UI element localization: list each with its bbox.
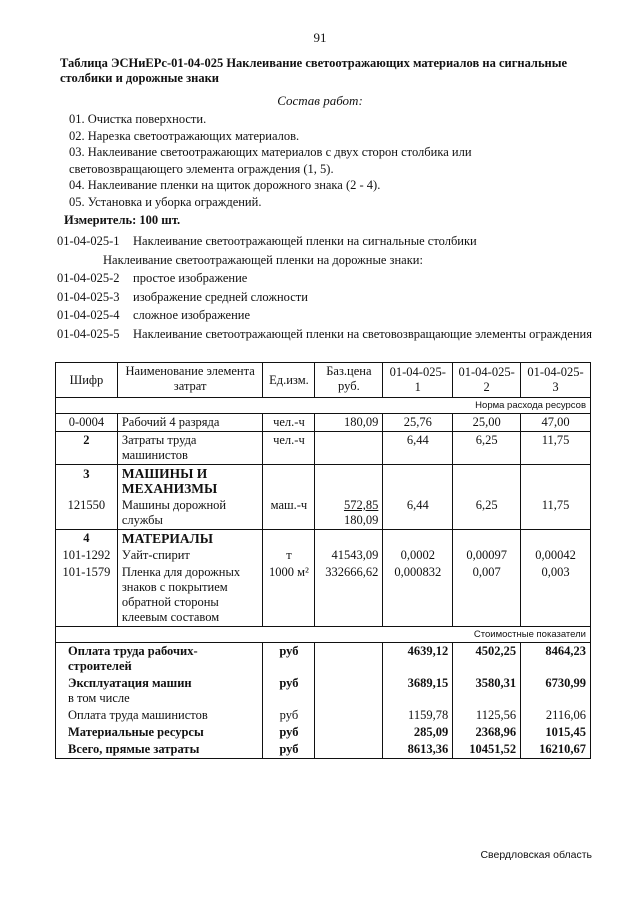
table-cell: в том числе [68, 691, 130, 705]
composition-heading: Состав работ: [277, 93, 363, 108]
table-cell [315, 707, 383, 724]
table-cell: 4639,12 [383, 643, 453, 676]
code-row [57, 232, 617, 251]
footer-region: Свердловская область [480, 849, 592, 861]
code-text: сложное изображение [133, 308, 251, 322]
table-cell: 4 [56, 530, 118, 548]
code: 01-04-025-4 [57, 308, 120, 322]
code-text: Наклеивание светоотражающей пленки на световозвращающие элементы ограждения [133, 326, 592, 341]
table-cell: 11,75 [521, 497, 591, 530]
cost-row [56, 724, 591, 741]
table-cell: 6730,99 [521, 675, 591, 707]
table-cell [315, 465, 383, 498]
table-cell [56, 398, 591, 414]
code-row [57, 269, 617, 288]
table-cell: 1015,45 [521, 724, 591, 741]
work-item: 05. Установка и уборка ограждений. [69, 194, 262, 209]
header-cell: Шифр [56, 363, 118, 398]
table-row [56, 547, 591, 564]
table-cell: Уайт-спирит [117, 547, 263, 564]
table-cell [521, 530, 591, 548]
table-cell: Материальные ресурсы [56, 724, 263, 741]
table-cell [315, 432, 383, 465]
table-cell [315, 643, 383, 676]
table-cell: Машины дорожной службы [117, 497, 263, 530]
table-cell: 2 [56, 432, 118, 465]
header-cell: 01-04-025-1 [383, 363, 453, 398]
table-row [56, 530, 591, 548]
table-cell: руб [263, 675, 315, 707]
table-cell: чел.-ч [263, 414, 315, 432]
table-cell: 10451,52 [453, 741, 521, 759]
work-item: 04. Наклеивание пленки на щиток дорожного знака (2 - 4). [69, 178, 381, 192]
table-title: Таблица ЭСНиЕРс-01-04-025 Наклеивание светоотражающих материалов на сигнальные столбики и дорожные знаки [60, 56, 568, 85]
table-row [56, 564, 591, 627]
table-cell: 572,85 [343, 498, 379, 512]
cost-label: Стоимостные показатели [473, 629, 586, 640]
table-cell: 6,25 [453, 432, 521, 465]
table-cell: 25,00 [453, 414, 521, 432]
code-row [57, 306, 617, 325]
table-cell: т [263, 547, 315, 564]
table-row [56, 414, 591, 432]
table-cell: 6,44 [383, 432, 453, 465]
header-cell: Наименование элемента затрат [117, 363, 263, 398]
cost-row [56, 741, 591, 759]
code: 01-04-025-2 [57, 271, 120, 285]
table-cell: 0,000832 [383, 564, 453, 627]
table-cell: 180,09 [315, 414, 383, 432]
table-cell: 0,003 [521, 564, 591, 627]
table-cell [315, 675, 383, 707]
table-cell: Всего, прямые затраты [56, 741, 263, 759]
table-row [56, 432, 591, 465]
header-cell: 01-04-025-2 [453, 363, 521, 398]
table-cell: Рабочий 4 разряда [117, 414, 263, 432]
table-row [56, 465, 591, 498]
header-cell: Баз.цена руб. [315, 363, 383, 398]
page-number: 91 [313, 30, 327, 45]
table-cell: руб [263, 707, 315, 724]
table-cell: Затраты труда машинистов [117, 432, 263, 465]
code-text: простое изображение [133, 271, 248, 285]
cost-label-row [56, 627, 591, 643]
table-cell: 121550 [56, 497, 118, 530]
table-cell: 16210,67 [521, 741, 591, 759]
table-cell: 332666,62 [315, 564, 383, 627]
table-cell: 180,09 [343, 513, 379, 527]
table-cell: 0-0004 [56, 414, 118, 432]
table-cell [315, 741, 383, 759]
table-header-row [56, 363, 591, 398]
table-cell: руб [263, 724, 315, 741]
table-cell: МАШИНЫ И МЕХАНИЗМЫ [117, 465, 263, 498]
table-cell [315, 497, 383, 530]
table-cell: 4502,25 [453, 643, 521, 676]
table-cell [56, 627, 591, 643]
code-row [57, 327, 617, 342]
table-cell: 101-1292 [56, 547, 118, 564]
table-cell: 8613,36 [383, 741, 453, 759]
table-cell: руб [263, 741, 315, 759]
code-text: Наклеивание светоотражающей пленки на сигнальные столбики [133, 234, 477, 248]
table-cell: 1125,56 [453, 707, 521, 724]
table-cell: 6,44 [383, 497, 453, 530]
table-cell [315, 724, 383, 741]
table-cell: 2116,06 [521, 707, 591, 724]
header-cell: Ед.изм. [263, 363, 315, 398]
table-cell: 0,00042 [521, 547, 591, 564]
code: 01-04-025-1 [57, 234, 120, 248]
code-text: изображение средней сложности [133, 289, 308, 304]
table-cell: 47,00 [521, 414, 591, 432]
table-cell: Оплата труда рабочих-строителей [56, 643, 263, 676]
codes-list [57, 232, 617, 342]
table-cell: 0,00097 [453, 547, 521, 564]
table-cell: МАТЕРИАЛЫ [117, 530, 263, 548]
table-cell [521, 465, 591, 498]
code-text: Наклеивание светоотражающей пленки на дорожные знаки: [103, 252, 423, 267]
meter: Измеритель: 100 шт. [64, 213, 181, 227]
table-cell: 41543,09 [315, 547, 383, 564]
table-cell [453, 465, 521, 498]
table-cell: 11,75 [521, 432, 591, 465]
table-cell: 0,0002 [383, 547, 453, 564]
table-cell [56, 675, 263, 707]
table-cell: Оплата труда машинистов [56, 707, 263, 724]
table-cell [453, 530, 521, 548]
table-cell: 3580,31 [453, 675, 521, 707]
code: 01-04-025-5 [57, 326, 120, 341]
code-row [57, 288, 617, 307]
header-cell: 01-04-025-3 [521, 363, 591, 398]
table-cell: 3 [56, 465, 118, 498]
table-cell [263, 465, 315, 498]
work-item: 02. Нарезка светоотражающих материалов. [69, 128, 300, 143]
table-cell [263, 530, 315, 548]
work-item: 03. Наклеивание светоотражающих материалов с двух сторон столбика или световозвращающего элемента ограждения (1, 5). [69, 145, 472, 176]
table-cell: 2368,96 [453, 724, 521, 741]
table-cell [315, 530, 383, 548]
table-cell: 285,09 [383, 724, 453, 741]
table-cell: чел.-ч [263, 432, 315, 465]
table-cell: 6,25 [453, 497, 521, 530]
work-item: 01. Очистка поверхности. [69, 112, 207, 126]
table-cell: Эксплуатация машин [68, 676, 192, 690]
cost-row [56, 675, 591, 707]
table-cell [383, 465, 453, 498]
code-row [57, 251, 617, 270]
table-cell [383, 530, 453, 548]
table-cell: 3689,15 [383, 675, 453, 707]
code: 01-04-025-3 [57, 289, 120, 304]
table-cell: 8464,23 [521, 643, 591, 676]
cost-row [56, 643, 591, 676]
table-cell: 25,76 [383, 414, 453, 432]
table-cell: 1159,78 [383, 707, 453, 724]
table-cell: 101-1579 [56, 564, 118, 627]
norm-label-row [56, 398, 591, 414]
table-cell: руб [263, 643, 315, 676]
table-cell: маш.-ч [263, 497, 315, 530]
table-row [56, 497, 591, 530]
table-cell: 0,007 [453, 564, 521, 627]
cost-row [56, 707, 591, 724]
works-list [69, 111, 539, 210]
resource-table [55, 362, 591, 759]
norm-label: Норма расхода ресурсов [475, 400, 586, 411]
table-cell: Пленка для дорожных знаков с покрытием обратной стороны клеевым составом [117, 564, 263, 627]
table-cell: 1000 м² [263, 564, 315, 627]
